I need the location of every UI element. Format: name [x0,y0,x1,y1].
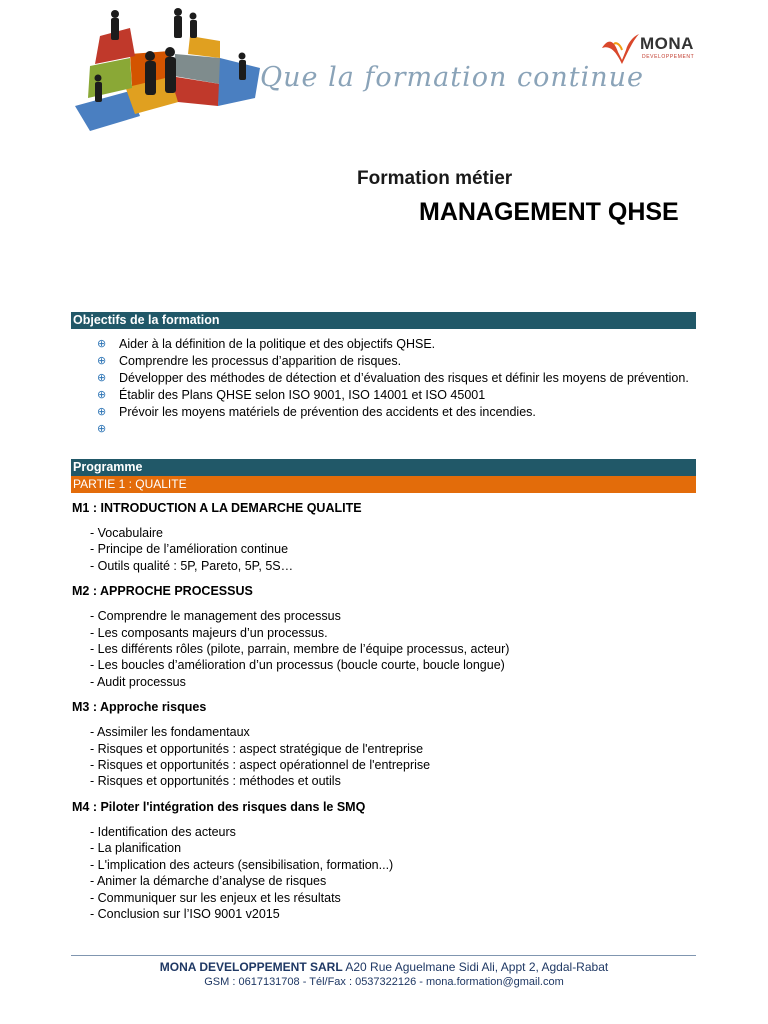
list-item: - Vocabulaire [90,526,163,540]
list-item: - Les composants majeurs d’un processus. [90,625,328,640]
list-item: ⊕ Comprendre les processus d’apparition de risques. [97,354,402,368]
programme-modules [72,500,692,931]
module-title: M4 : Piloter l'intégration des risques dans le SMQ [72,799,366,814]
objectives-heading: Objectifs de la formation [71,312,696,329]
company-logo [600,32,700,66]
list-item: - Communiquer sur les enjeux et les résultats [90,890,341,905]
bullet-icon: ⊕ [97,372,107,384]
footer-contacts: GSM : 0617131708 - Tél/Fax : 0537322126 - mona.formation@gmail.com [204,976,564,988]
bullet-icon: ⊕ [97,406,107,418]
list-item: - Comprendre le management des processus [90,609,341,624]
list-item: - Identification des acteurs [90,824,236,839]
list-item: - Assimiler les fondamentaux [90,725,250,740]
list-item: - Les boucles d’amélioration d’un processus (boucle courte, boucle longue) [90,658,505,673]
programme-heading: Programme [71,459,696,476]
logo-subtitle: DEVELOPPEMENT [642,54,695,60]
bullet-icon: ⊕ [97,355,107,367]
list-item: - Les différents rôles (pilote, parrain, membre de l’équipe processus, acteur) [90,642,510,657]
list-item: ⊕ Développer des méthodes de détection et d’évaluation des risques et définir les moyens de prévention. [97,371,689,385]
header-illustration [70,6,270,136]
list-item: - Principe de l’amélioration continue [90,542,289,557]
document-subtitle: Formation métier [357,168,513,189]
footer-address-line [0,960,768,974]
list-item: - L'implication des acteurs (sensibilisation, formation...) [90,857,394,872]
bullet-icon: ⊕ [97,423,107,435]
module-items [72,608,692,690]
list-item: - Outils qualité : 5P, Pareto, 5P, 5S… [90,558,294,573]
module-items [72,525,692,574]
list-item: ⊕ Établir des Plans QHSE selon ISO 9001, ISO 14001 et ISO 45001 [97,388,486,402]
module-title: M3 : Approche risques [72,700,207,715]
module-items [72,724,692,790]
list-item: - Animer la démarche d’analyse de risques [90,874,327,889]
list-item: - Risques et opportunités : méthodes et outils [90,774,341,789]
list-item: - Risques et opportunités : aspect stratégique de l'entreprise [90,741,424,756]
bullet-icon: ⊕ [97,338,107,350]
logo-brand: MONA [640,34,694,53]
module-items [72,824,692,922]
logo-mark-icon [600,32,640,66]
list-item: - La planification [90,841,182,856]
programme-part-heading: PARTIE 1 : QUALITE [71,476,696,493]
list-item: - Audit processus [90,674,186,689]
list-item: ⊕ Aider à la définition de la politique et des objectifs QHSE. [97,337,436,351]
module-title: M1 : INTRODUCTION A LA DEMARCHE QUALITE [72,501,362,515]
footer-address: A20 Rue Aguelmane Sidi Ali, Appt 2, Agdal-Rabat [342,960,609,974]
list-item: - Risques et opportunités : aspect opérationnel de l'entreprise [90,758,431,773]
list-item: - Conclusion sur l’ISO 9001 v2015 [90,906,280,921]
footer-divider [71,955,696,956]
module-title: M2 : APPROCHE PROCESSUS [72,584,253,599]
objectives-list [97,336,697,435]
header-tagline: Que la formation continue [260,62,644,93]
list-item: ⊕ Prévoir les moyens matériels de prévention des accidents et des incendies. [97,405,536,419]
footer-company: MONA DEVELOPPEMENT SARL [159,960,343,974]
document-title: MANAGEMENT QHSE [419,198,679,226]
bullet-icon: ⊕ [97,389,107,401]
